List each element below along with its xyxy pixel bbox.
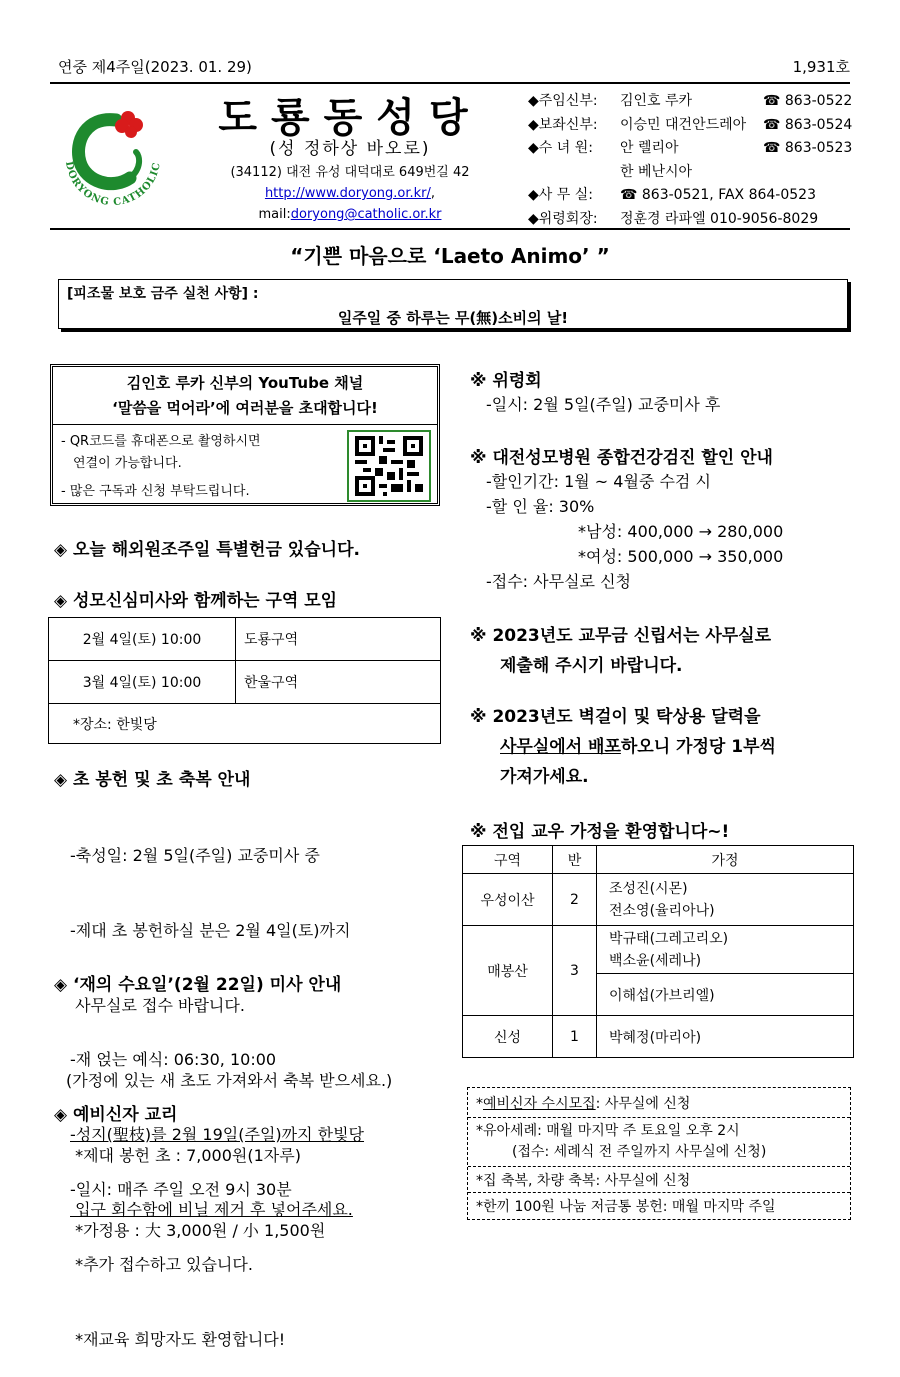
notice-label: [피조물 보호 금주 실천 사항] : [67, 286, 259, 302]
ash-wednesday-details: -재 얹는 예식: 06:30, 10:00 -성지(聖枝)를 2월 19일(주일)까지 한빛당 입구 회수함에 비닐 제거 후 넣어주세요. [70, 1050, 365, 1219]
qr-code-icon[interactable] [347, 430, 431, 502]
header-rule-bottom [50, 228, 850, 230]
memorial-society-date: -일시: 2월 5일(주일) 교중미사 후 [486, 395, 721, 414]
issue-date: 연중 제4주일(2023. 01. 29) [58, 58, 252, 76]
youtube-box-body: - QR코드를 휴대폰으로 촬영하시면 연결이 가능합니다. - 많은 구독과 신청 부탁드립니다. [53, 425, 437, 509]
issue-number: 1,931호 [792, 58, 850, 76]
table-row: 3월 4일(토) 10:00 한울구역 [49, 661, 441, 704]
church-logo [56, 98, 168, 210]
health-checkup-heading: ※ 대전성모병원 종합건강검진 할인 안내 [470, 448, 773, 468]
contact-row: 한 베난시아 [620, 163, 693, 180]
table-row: 이해섭(가브리엘) [463, 974, 854, 1016]
motto-title: “기쁜 마음으로 ‘Laeto Animo’ ” [290, 244, 610, 268]
catechumen-details: -일시: 매주 주일 오전 9시 30분 *추가 접수하고 있습니다. *재교육 희망자도 환영합니다! [70, 1180, 292, 1349]
ash-wednesday-heading: ◈ ‘재의 수요일’(2월 22일) 미사 안내 [54, 975, 342, 995]
issue-header [58, 56, 850, 77]
contact-row: ◆주임신부: 김인호 루카 ☎ 863-0522 [528, 93, 853, 109]
table-row: 신성 1 박혜정(마리아) [463, 1016, 854, 1058]
table-row: 매봉산 3 박규태(그레고리오) 백소윤(세레나) [463, 926, 854, 974]
pledge-notice: ※ 2023년도 교무금 신립서는 사무실로 제출해 주시기 바랍니다. [470, 626, 772, 676]
welcome-heading: ※ 전입 교우 가정을 환영합니다~! [470, 822, 730, 842]
church-name: 도룡동성당 [218, 94, 482, 141]
contacts-list [528, 90, 858, 231]
youtube-channel-box [50, 364, 440, 506]
mail-label: mail: [258, 207, 291, 222]
office-info-box: *예비신자 수시모집: 사무실에 신청 *유아세례: 매월 마지막 주 토요일 오후 2시 (접수: 세례식 전 주일까지 사무실에 신청) *집 축복, 차량 축복: 사무실에 신청 *한끼 100원 나눔 저금통 봉헌: 매월 마지막 주일 [467, 1087, 851, 1220]
welcome-table [462, 845, 854, 1058]
youtube-box-header: 김인호 루카 신부의 YouTube 채널 ‘말씀을 먹어라’에 여러분을 초대합니다! [53, 367, 437, 425]
notice-text: 일주일 중 하루는 무(無)소비의 날! [337, 309, 569, 327]
table-row: 우성이산 2 조성진(시몬) 전소영(율리아나) [463, 874, 854, 926]
calendar-notice: ※ 2023년도 벽걸이 및 탁상용 달력을 사무실에서 배포하오니 가정당 1부씩 가져가세요. [470, 707, 776, 787]
health-checkup-details: -할인기간: 1월 ~ 4월중 수검 시 -할 인 율: 30% *남성: 400,000 → 280,000 *여성: 500,000 → 350,000 -접수: 사무실로 신청 [486, 472, 784, 591]
contact-row: ◆사 무 실: ☎ 863-0521, FAX 864-0523 [528, 187, 816, 203]
contact-row: ◆위령회장: 정훈경 라파엘 010-9056-8029 [528, 210, 819, 227]
church-address: (34112) 대전 유성 대덕대로 649번길 42 [230, 165, 470, 180]
overseas-aid-notice: ◈ 오늘 해외원조주일 특별헌금 있습니다. [54, 540, 360, 560]
logo-icon [56, 98, 168, 210]
church-website-link[interactable]: http://www.doryong.or.kr/ [264, 186, 431, 201]
logo-text: DORYONG CATHOLIC [62, 160, 163, 209]
candle-heading: ◈ 초 봉헌 및 초 축복 안내 [54, 770, 251, 790]
contact-row: ◆보좌신부: 이승민 대건안드레아 ☎ 863-0524 [528, 116, 853, 133]
table-row: 2월 4일(토) 10:00 도룡구역 [49, 618, 441, 661]
church-mail-link[interactable]: doryong@catholic.or.kr [290, 207, 442, 222]
church-address-block: (34112) 대전 유성 대덕대로 649번길 42 http://www.doryong.or.kr/, mail:doryong@catholic.or.kr [190, 162, 510, 225]
table-header-row: 구역 반 가정 [463, 846, 854, 874]
contact-row: ◆수 녀 원: 안 렐리아 ☎ 863-0523 [528, 140, 853, 156]
creation-care-notice [58, 279, 848, 329]
candle-details: -축성일: 2월 5일(주일) 교중미사 중 -제대 초 봉헌하실 분은 2월 4일(토)까지 사무실로 접수 바랍니다. (가정에 있는 새 초도 가져와서 축복 받으세요.) *제대 봉헌 초 : 7,000원(1자루) *가정용 : 大 3,000원 / 小 1,500원 [66, 846, 393, 1240]
church-patron: (성 정하상 바오로) [269, 139, 431, 159]
catechumen-heading: ◈ 예비신자 교리 [54, 1105, 178, 1125]
district-meeting-table [48, 617, 441, 744]
rosary-mass-heading: ◈ 성모신심미사와 함께하는 구역 모임 [54, 591, 338, 611]
memorial-society-heading: ※ 위령회 [470, 371, 542, 391]
table-row: *장소: 한빛당 [49, 704, 441, 744]
header-rule-top [50, 82, 850, 84]
